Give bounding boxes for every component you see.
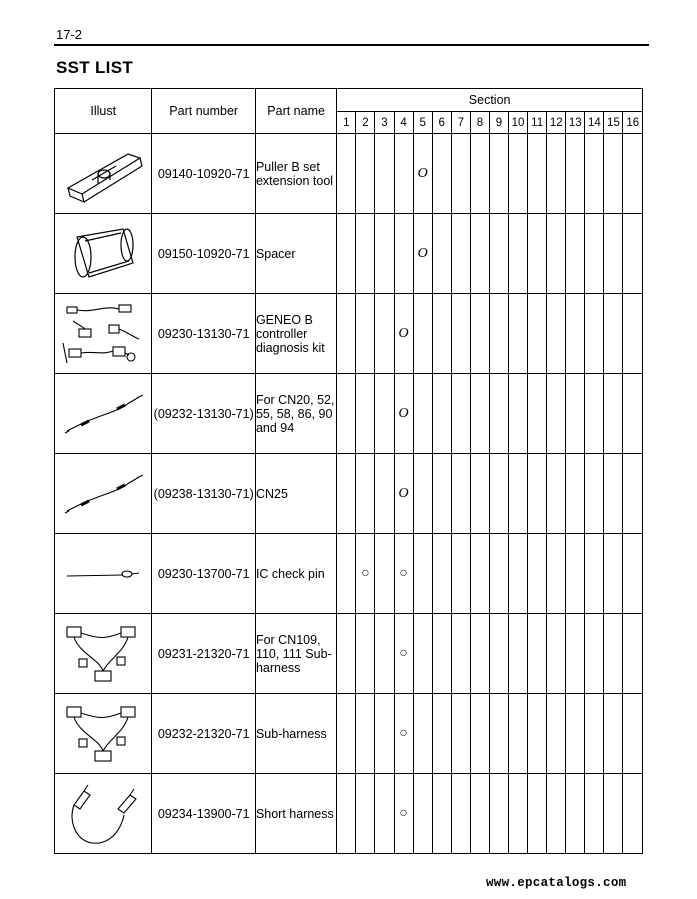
applicability-mark: O: [417, 166, 428, 181]
part-name-cell: CN25: [255, 454, 336, 534]
section-cell-13: [566, 134, 585, 214]
section-cell-15: [604, 374, 623, 454]
table-row: [55, 294, 643, 374]
section-cell-15: [604, 454, 623, 534]
part-name-cell: IC check pin: [255, 534, 336, 614]
section-cell-1: [337, 134, 356, 214]
section-cell-9: [489, 374, 508, 454]
part-number-cell: (09238-13130-71): [152, 454, 255, 534]
section-cell-14: [585, 694, 604, 774]
table-row: [55, 614, 643, 694]
section-cell-11: [528, 454, 547, 534]
section-cell-13: [566, 774, 585, 854]
section-number-8: 8: [470, 112, 489, 134]
section-cell-15: [604, 214, 623, 294]
section-cell-15: [604, 134, 623, 214]
section-cell-8: [470, 694, 489, 774]
part-name-cell: For CN109, 110, 111 Sub-harness: [255, 614, 336, 694]
section-cell-4: [394, 374, 413, 454]
section-cell-12: [547, 374, 566, 454]
section-cell-4: [394, 134, 413, 214]
section-cell-2: [356, 214, 375, 294]
section-cell-13: [566, 614, 585, 694]
section-cell-15: [604, 614, 623, 694]
part-number-cell: 09232-21320-71: [152, 694, 255, 774]
spacer-icon: [55, 214, 152, 294]
section-cell-9: [489, 534, 508, 614]
section-cell-10: [509, 374, 528, 454]
page-number: 17-2: [56, 27, 83, 42]
part-number-cell: 09230-13130-71: [152, 294, 255, 374]
section-cell-7: [451, 614, 470, 694]
puller-extension-tool-icon: [55, 134, 152, 214]
section-cell-7: [451, 214, 470, 294]
section-cell-3: [375, 454, 394, 534]
section-cell-7: [451, 534, 470, 614]
section-cell-11: [528, 534, 547, 614]
section-cell-11: [528, 694, 547, 774]
section-cell-6: [432, 374, 451, 454]
part-name-cell: For CN20, 52, 55, 58, 86, 90 and 94: [255, 374, 336, 454]
section-cell-4: [394, 774, 413, 854]
header-rule: [54, 44, 649, 46]
section-cell-15: [604, 534, 623, 614]
section-number-13: 13: [566, 112, 585, 134]
sst-table: [54, 88, 643, 854]
part-number-cell: (09232-13130-71): [152, 374, 255, 454]
section-cell-8: [470, 454, 489, 534]
section-cell-6: [432, 774, 451, 854]
section-cell-1: [337, 294, 356, 374]
section-cell-13: [566, 694, 585, 774]
section-cell-10: [509, 534, 528, 614]
check-pin-icon: [55, 534, 152, 614]
section-cell-6: [432, 294, 451, 374]
section-cell-10: [509, 454, 528, 534]
section-cell-10: [509, 294, 528, 374]
section-cell-1: [337, 774, 356, 854]
section-cell-3: [375, 374, 394, 454]
section-cell-8: [470, 134, 489, 214]
section-cell-3: [375, 694, 394, 774]
part-name-cell: Sub-harness: [255, 694, 336, 774]
section-cell-6: [432, 694, 451, 774]
section-cell-9: [489, 294, 508, 374]
section-cell-13: [566, 214, 585, 294]
section-cell-16: [623, 374, 643, 454]
section-cell-13: [566, 374, 585, 454]
section-cell-11: [528, 774, 547, 854]
table-body: [55, 134, 643, 854]
page-title: SST LIST: [56, 58, 134, 77]
part-number-cell: 09230-13700-71: [152, 534, 255, 614]
section-cell-15: [604, 774, 623, 854]
header-section: Section: [337, 89, 643, 112]
applicability-mark: O: [398, 406, 409, 421]
section-number-15: 15: [604, 112, 623, 134]
part-number-cell: 09140-10920-71: [152, 134, 255, 214]
section-cell-11: [528, 214, 547, 294]
section-cell-9: [489, 774, 508, 854]
section-number-3: 3: [375, 112, 394, 134]
section-cell-2: [356, 534, 375, 614]
section-number-1: 1: [337, 112, 356, 134]
section-number-6: 6: [432, 112, 451, 134]
header-part-name: Part name: [255, 89, 336, 134]
section-cell-12: [547, 774, 566, 854]
section-cell-14: [585, 214, 604, 294]
section-cell-11: [528, 374, 547, 454]
section-number-16: 16: [623, 112, 643, 134]
applicability-mark: ○: [361, 566, 370, 581]
section-cell-1: [337, 694, 356, 774]
applicability-mark: O: [398, 486, 409, 501]
section-cell-8: [470, 374, 489, 454]
section-cell-14: [585, 534, 604, 614]
section-cell-10: [509, 614, 528, 694]
section-cell-15: [604, 294, 623, 374]
section-cell-5: [413, 374, 432, 454]
section-number-2: 2: [356, 112, 375, 134]
section-cell-1: [337, 454, 356, 534]
applicability-mark: O: [398, 326, 409, 341]
section-cell-2: [356, 614, 375, 694]
part-name-cell: Spacer: [255, 214, 336, 294]
header-illust: Illust: [55, 89, 152, 134]
section-cell-14: [585, 374, 604, 454]
section-number-4: 4: [394, 112, 413, 134]
section-cell-8: [470, 214, 489, 294]
section-cell-9: [489, 694, 508, 774]
section-cell-12: [547, 694, 566, 774]
section-cell-7: [451, 454, 470, 534]
section-cell-5: [413, 614, 432, 694]
section-cell-14: [585, 614, 604, 694]
table-row: [55, 774, 643, 854]
section-cell-16: [623, 694, 643, 774]
section-cell-5: [413, 134, 432, 214]
section-cell-10: [509, 134, 528, 214]
section-cell-12: [547, 614, 566, 694]
section-cell-16: [623, 614, 643, 694]
section-cell-9: [489, 614, 508, 694]
section-cell-8: [470, 534, 489, 614]
section-cell-4: [394, 694, 413, 774]
table-row: [55, 214, 643, 294]
section-cell-5: [413, 454, 432, 534]
section-cell-16: [623, 294, 643, 374]
part-name-cell: Puller B set extension tool: [255, 134, 336, 214]
section-cell-10: [509, 694, 528, 774]
section-cell-1: [337, 614, 356, 694]
section-cell-9: [489, 214, 508, 294]
section-cell-2: [356, 454, 375, 534]
section-cell-6: [432, 134, 451, 214]
section-cell-12: [547, 294, 566, 374]
section-cell-1: [337, 374, 356, 454]
applicability-mark: O: [417, 246, 428, 261]
part-name-cell: GENEO B controller diagnosis kit: [255, 294, 336, 374]
section-cell-12: [547, 134, 566, 214]
section-cell-14: [585, 134, 604, 214]
table-row: [55, 694, 643, 774]
section-cell-14: [585, 774, 604, 854]
section-cell-2: [356, 774, 375, 854]
section-number-14: 14: [585, 112, 604, 134]
part-name-cell: Short harness: [255, 774, 336, 854]
section-cell-8: [470, 614, 489, 694]
section-number-10: 10: [509, 112, 528, 134]
section-cell-11: [528, 614, 547, 694]
harness-cable-icon: [55, 374, 152, 454]
section-cell-13: [566, 294, 585, 374]
header-part-number: Part number: [152, 89, 255, 134]
short-harness-icon: [55, 774, 152, 854]
section-cell-14: [585, 454, 604, 534]
section-cell-11: [528, 134, 547, 214]
section-cell-3: [375, 534, 394, 614]
table-row: [55, 374, 643, 454]
section-cell-12: [547, 454, 566, 534]
section-cell-2: [356, 374, 375, 454]
section-cell-9: [489, 454, 508, 534]
sub-harness-icon: [55, 614, 152, 694]
table-row: [55, 134, 643, 214]
applicability-mark: ○: [399, 726, 408, 741]
section-cell-7: [451, 134, 470, 214]
section-cell-4: [394, 614, 413, 694]
section-cell-16: [623, 134, 643, 214]
section-cell-4: [394, 294, 413, 374]
section-cell-3: [375, 294, 394, 374]
table-row: [55, 454, 643, 534]
applicability-mark: ○: [399, 806, 408, 821]
part-number-cell: 09150-10920-71: [152, 214, 255, 294]
part-number-cell: 09234-13900-71: [152, 774, 255, 854]
watermark: www.epcatalogs.com: [486, 876, 627, 890]
section-cell-3: [375, 214, 394, 294]
section-cell-8: [470, 774, 489, 854]
section-cell-6: [432, 534, 451, 614]
section-cell-16: [623, 454, 643, 534]
diagnosis-kit-icon: [55, 294, 152, 374]
section-cell-8: [470, 294, 489, 374]
section-cell-5: [413, 774, 432, 854]
sub-harness-icon: [55, 694, 152, 774]
section-cell-16: [623, 534, 643, 614]
section-cell-12: [547, 214, 566, 294]
section-cell-4: [394, 214, 413, 294]
section-cell-2: [356, 134, 375, 214]
section-cell-2: [356, 294, 375, 374]
section-cell-7: [451, 374, 470, 454]
section-cell-2: [356, 694, 375, 774]
section-cell-5: [413, 294, 432, 374]
section-cell-6: [432, 614, 451, 694]
section-cell-13: [566, 534, 585, 614]
part-number-cell: 09231-21320-71: [152, 614, 255, 694]
applicability-mark: ○: [399, 646, 408, 661]
harness-cable-icon: [55, 454, 152, 534]
section-cell-6: [432, 214, 451, 294]
section-number-9: 9: [489, 112, 508, 134]
section-cell-1: [337, 534, 356, 614]
section-cell-9: [489, 134, 508, 214]
section-cell-3: [375, 614, 394, 694]
table-row: [55, 534, 643, 614]
section-cell-6: [432, 454, 451, 534]
section-cell-12: [547, 534, 566, 614]
section-cell-16: [623, 774, 643, 854]
section-cell-3: [375, 134, 394, 214]
section-cell-10: [509, 774, 528, 854]
section-cell-4: [394, 454, 413, 534]
applicability-mark: ○: [399, 566, 408, 581]
section-cell-5: [413, 534, 432, 614]
section-cell-7: [451, 774, 470, 854]
section-number-12: 12: [547, 112, 566, 134]
section-cell-15: [604, 694, 623, 774]
section-cell-13: [566, 454, 585, 534]
section-cell-3: [375, 774, 394, 854]
section-cell-14: [585, 294, 604, 374]
section-cell-4: [394, 534, 413, 614]
section-cell-5: [413, 694, 432, 774]
section-cell-7: [451, 694, 470, 774]
section-cell-10: [509, 214, 528, 294]
section-number-7: 7: [451, 112, 470, 134]
section-cell-11: [528, 294, 547, 374]
section-number-11: 11: [528, 112, 547, 134]
section-cell-1: [337, 214, 356, 294]
section-cell-7: [451, 294, 470, 374]
section-cell-5: [413, 214, 432, 294]
section-cell-16: [623, 214, 643, 294]
section-number-5: 5: [413, 112, 432, 134]
